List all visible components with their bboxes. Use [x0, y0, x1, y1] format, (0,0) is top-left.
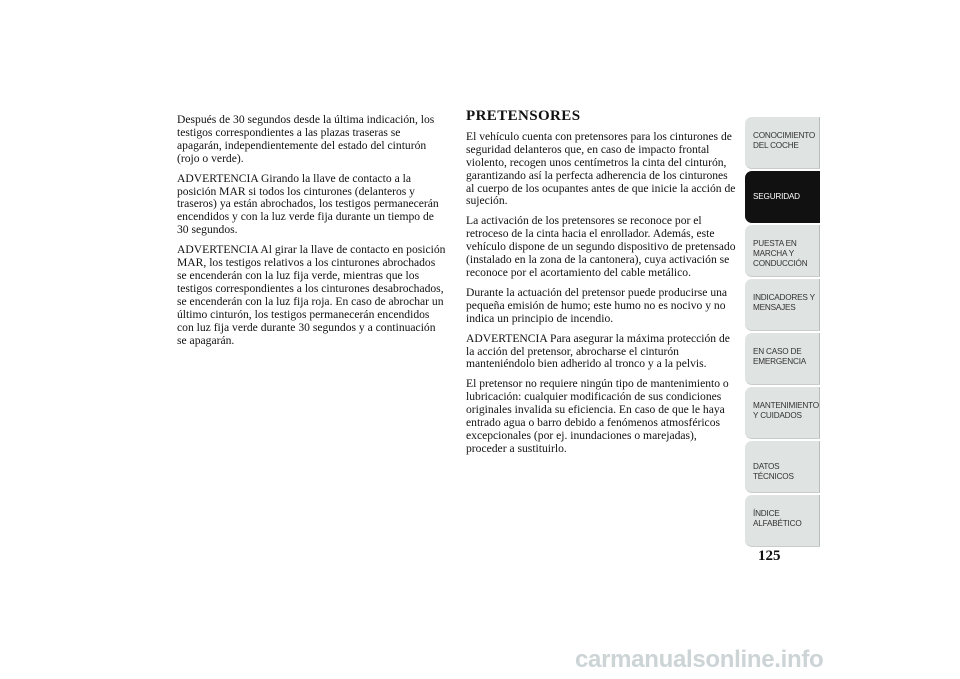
tab-conocimiento-del-coche[interactable]: CONOCIMIENTO DEL COCHE: [745, 117, 820, 169]
paragraph: La activación de los pretensores se reconoce por el retroceso de la cinta hacia el enrollador. Además, este vehículo dispone de un segundo dispositivo de pretensado (instalado en la zona de la cantonera), cuya activación se reconoce por el acortamiento del cable metálico.: [466, 214, 736, 279]
tab-mantenimiento-y-cuidados[interactable]: MANTENIMIENTO Y CUIDADOS: [745, 387, 820, 439]
paragraph: El vehículo cuenta con pretensores para los cinturones de seguridad delanteros que, en caso de impacto frontal violento, recogen unos centímetros la cinta del cinturón, garantizando así la perfecta adherencia de los cinturones al cuerpo de los ocupantes antes de que inicie la acción de sujeción.: [466, 129, 736, 208]
tab-puesta-en-marcha[interactable]: PUESTA EN MARCHA Y CONDUCCIÓN: [745, 225, 820, 277]
tab-datos-tecnicos[interactable]: DATOS TÉCNICOS: [745, 441, 820, 493]
tab-en-caso-de-emergencia[interactable]: EN CASO DE EMERGENCIA: [745, 333, 820, 385]
paragraph: El pretensor no requiere ningún tipo de mantenimiento o lubricación: cualquier modificación de sus condiciones originales invalida su eficiencia. En caso de que le haya entrado agua o barro debido a fenómenos atmosféricos excepcionales (por ej. inundaciones o marejadas), proceder a sustituirlo.: [466, 377, 729, 455]
tab-seguridad[interactable]: SEGURIDAD: [745, 171, 820, 223]
section-tabs: [745, 117, 820, 549]
paragraph: ADVERTENCIA Girando la llave de contacto a la posición MAR si todos los cinturones (delanteros y traseros) ya están abrochados, los testigos permanecerán encendidos y con la luz verde fija durante un tiempo de 30 segundos.: [177, 171, 439, 237]
section-title: PRETENSORES: [466, 108, 581, 124]
paragraph: Durante la actuación del pretensor puede producirse una pequeña emisión de humo; este humo no es nocivo y no indica un principio de incendio.: [466, 285, 728, 325]
watermark: carmanualsonline.info: [575, 646, 824, 673]
paragraph: ADVERTENCIA Para asegurar la máxima protección de la acción del pretensor, abrocharse el cinturón manteniéndolo bien adherido al tronco y a la pelvis.: [466, 331, 730, 371]
right-column: [466, 110, 738, 463]
tab-indicadores-y-mensajes[interactable]: INDICADORES Y MENSAJES: [745, 279, 820, 331]
tab-indice-alfabetico[interactable]: ÍNDICE ALFABÉTICO: [745, 495, 820, 547]
left-column: [177, 114, 447, 354]
page-number: 125: [758, 548, 781, 564]
paragraph: Después de 30 segundos desde la última indicación, los testigos correspondientes a las plazas traseras se apagarán, independientemente del estado del cinturón (rojo o verde).: [177, 113, 435, 165]
paragraph: ADVERTENCIA Al girar la llave de contacto en posición MAR, los testigos relativos a los cinturones abrochados se encenderán con la luz fija verde, mientras que los testigos correspondientes a los cinturones desabrochados, se encenderán con la luz fija roja. En caso de abrochar un último cinturón, los testigos permanecerán encendidos con luz fija verde durante 30 segundos y a continuación se apagarán.: [177, 243, 446, 347]
